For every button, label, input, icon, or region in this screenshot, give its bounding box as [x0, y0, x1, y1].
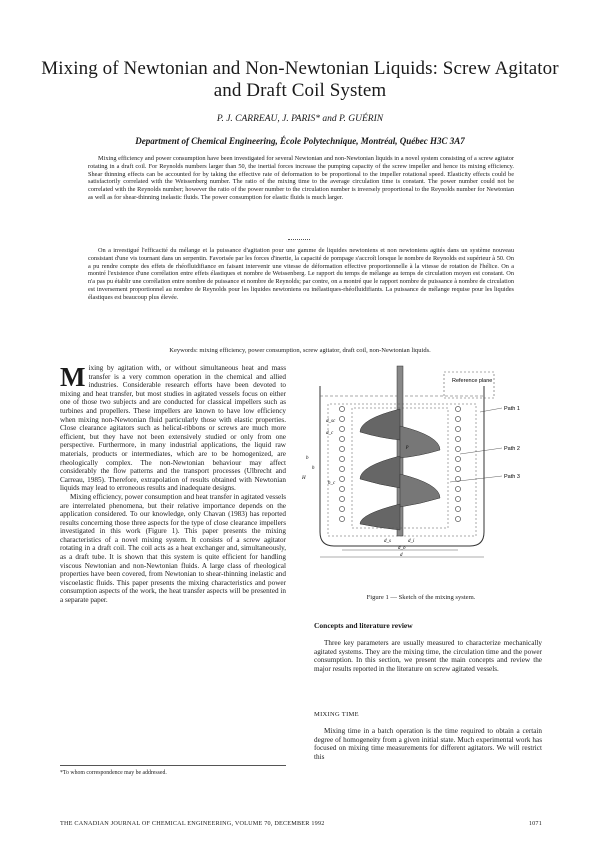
dim-hc: h_c	[328, 481, 336, 486]
dim-d: d	[400, 553, 403, 558]
path2-label: Path 2	[504, 446, 520, 452]
footnote: *To whom correspondence may be addressed.	[60, 765, 286, 776]
left-column	[60, 364, 286, 605]
journal-name: THE CANADIAN JOURNAL OF CHEMICAL ENGINEERING, VOLUME 70, DECEMBER 1992	[60, 820, 325, 827]
screw-flight-1	[360, 409, 400, 440]
section-heading: Concepts and literature review	[314, 621, 413, 630]
page-footer	[60, 820, 542, 827]
mixing-time-paragraph: Mixing time in a batch operation is the time required to obtain a certain degree of homogeneity from a given initial state. Much experimental work has focused on mixing time measurements for different agitators. We will restrict this	[314, 727, 542, 761]
page-number: 1071	[528, 820, 542, 827]
path2-leader	[460, 448, 502, 454]
section-paragraph: Three key parameters are usually measured to characterize mechanically agitated systems. They are the mixing time, the circulation time and the power consumption. In this section, we present the main concepts and review the major results reported in the literature on screw agitated vessels.	[314, 639, 542, 673]
dim-h: h	[312, 466, 315, 471]
draft-coil-left	[339, 406, 344, 521]
reference-box	[444, 372, 494, 398]
dim-p: p	[406, 445, 409, 450]
intro-text: ixing by agitation with, or without simultaneous heat and mass transfer is a very common operation in the chemical and allied industries. Considerable research efforts have been devoted to mixing and heat transfer, but most studies in agitated vessels focus on either one of those two subjects and are conducted for classical impellers such as turbines and propellers. These impellers are known to have low efficiency when mixing non-Newtonian fluid particularly those with elastic properties. Close clearance agitators such as helical-ribbons or screws are much more efficient, but they have not been extensively studied or only from one perspective. Furthermore, in many industrial applications, the liquid raw materials, products or intermediates, which are to be homogenized, are rheologically complex. The non-Newtonian behaviour may affect considerably the flow patterns and the transport processes (Ulbrecht and Carreau, 1985). Therefore, extrapolation of results obtained with Newtonian liquids may lead to erroneous results and inadequate designs.	[60, 364, 286, 493]
second-paragraph: Mixing efficiency, power consumption and heat transfer in agitated vessels are interrelated phenomena, but their relative importance depends on the application considered. To our knowledge, only Chavan (1983) has reported results concerning those three aspects for the type of close clearance impellers investigated in this work (Figure 1). This paper presents the mixing characteristics of a novel mixing system. It consists of a screw agitator rotating in a draft coil. The coil acts as a heat exchanger and, simultaneously, as a draft tube. It is shown that this system is quite efficient for handling viscous Newtonian and non-Newtonian fluids. A large class of rheological properties have been covered, from Newtonian to shear-thinning inelastic and viscoelastic fluids. This paper presents the mixing characteristics and power consumption aspects of the work, the heat transfer aspects will be presented in a separate paper.	[60, 492, 286, 605]
screw-flight-4	[400, 474, 440, 507]
figure-caption: Figure 1 — Sketch of the mixing system.	[366, 594, 476, 601]
dim-H: H	[302, 476, 306, 481]
dim-ds: d_s	[384, 539, 391, 544]
intro-paragraph	[60, 364, 286, 493]
mixing-system-sketch	[300, 364, 542, 559]
drop-cap: M	[60, 362, 86, 392]
dim-do: d_o	[398, 546, 406, 551]
dim-b: b	[306, 456, 309, 461]
screw-flight-5	[360, 504, 400, 530]
screw-flight-2	[400, 426, 440, 458]
paper-title: Mixing of Newtonian and Non-Newtonian Liquids: Screw Agitator and Draft Coil System	[41, 58, 559, 101]
abstract-french: On a investigué l'efficacité du mélange et la puissance d'agitation pour une gamme de liquides newtoniens et non newtoniens agités dans un système nouveau consistant d'une vis tournant dans un serpentin. Favorisée par les forces d'inertie, la capacité de pompage s'accroît lorsque le nombre de Reynolds est supérieur à 50. On a pu rendre compte des effets de rhéofluidifiance en faisant intervenir une vitesse de déformation effective proportionnelle à la vitesse de rotation de l'hélice. On a montré l'existence d'une corrélation entre effets élastiques et nombre de Weissenberg. Le rapport du temps de mélange au temps de circulation moyen est constant. On n'a pas pu établir une corrélation entre nombre de puissance et nombre de Reynolds; par contre, on a montré que le rapport nombre de puissance à nombre de circulation est inversement proportionnel au nombre de Reynolds pour les liquides newtoniens ou inélastiques-rhéofluidifiants. La puissance de mélange requise pour les liquides élastiques est beaucoup plus élevée.	[88, 247, 514, 301]
authors: P. J. CARREAU, J. PARIS* and P. GUÉRIN	[216, 114, 384, 124]
path3-label: Path 3	[504, 474, 520, 480]
abstract-divider	[288, 239, 310, 240]
path1-leader	[480, 408, 502, 412]
affiliation: Department of Chemical Engineering, École Polytechnique, Montréal, Québec H3C 3A7	[135, 136, 465, 146]
keywords: Keywords: mixing efficiency, power consumption, screw agitator, draft coil, non-Newtonian liquids.	[169, 347, 431, 354]
dim-dc: d_c	[326, 431, 334, 436]
draft-coil-right	[455, 406, 460, 521]
reference-label: Reference plane	[452, 378, 493, 384]
abstract-english: Mixing efficiency and power consumption have been investigated for several Newtonian and non-Newtonian liquids in a novel system consisting of a screw agitator rotating in a draft coil. For Reynolds numbers larger than 50, the inertial forces increase the pumping capacity of the screw impeller and hence its mixing efficiency. Shear thinning effects can be accounted for by taking the effective rate of deformation to be proportional to the impeller rotational speed. Elasticity effects could be satisfactorily correlated with the Weissenberg number. The ratio of the mixing time to the average circulation time is constant. The power number could not be correlated with the Reynolds number; however the ratio of the power number to the circulation number is inversely proportional to the Reynolds number for Newtonian as well as for shear-thinning inelastic fluids. The power consumption for elastic fluids is much larger.	[88, 155, 514, 201]
subsection-heading: MIXING TIME	[314, 711, 359, 718]
dim-dsc: d_sc	[326, 419, 336, 424]
dim-di: d_i	[408, 539, 415, 544]
screw-flight-3	[360, 456, 400, 488]
path1-label: Path 1	[504, 406, 520, 412]
